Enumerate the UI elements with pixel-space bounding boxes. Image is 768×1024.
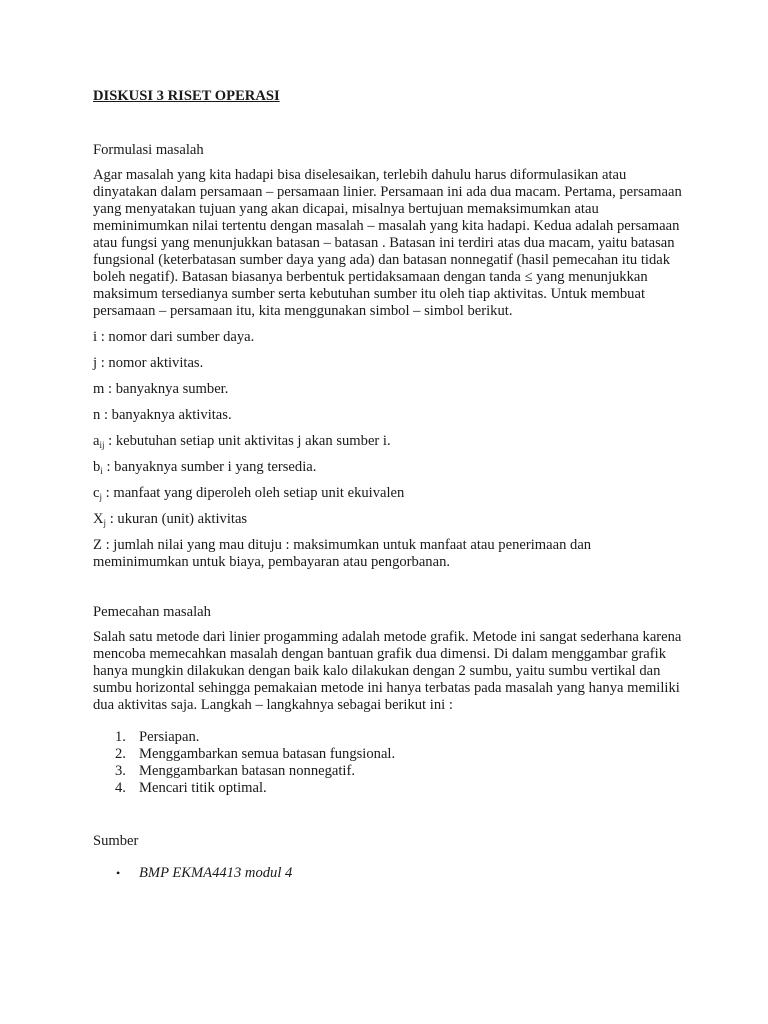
definition-text: : banyaknya sumber i yang tersedia. — [102, 459, 317, 475]
section-heading-sumber: Sumber — [93, 833, 139, 849]
paragraph-pemecahan: Salah satu metode dari linier progamming adalah metode grafik. Metode ini sangat sederhana karena mencoba memecahkan masalah dengan bantuan grafik dua dimensi. Di dalam menggambar grafik hanya mungkin dilakukan dengan baik kalo dilakukan dengan 2 sumbu, yaitu sumbu vertikal dan sumbu horizontal sehingga pemakaian metode ini hanya terbatas pada masalah yang hanya memiliki dua aktivitas saja. Langkah – langkahnya sebagai berikut ini : — [93, 629, 682, 713]
step-number: 4. — [115, 780, 126, 796]
definition-text: : jumlah nilai yang mau dituju : maksimumkan untuk manfaat atau penerimaan dan meminimumkan untuk biaya, pembayaran atau pengorbanan. — [93, 537, 592, 570]
bullet-icon: • — [116, 866, 121, 880]
definition-symbol: c — [93, 485, 100, 501]
source-text: BMP EKMA4413 modul 4 — [139, 865, 293, 881]
step-item — [93, 780, 683, 797]
definition-text: : nomor dari sumber daya. — [97, 329, 255, 345]
definition-text: : manfaat yang diperoleh oleh setiap unit ekuivalen — [102, 485, 405, 501]
source-item — [93, 865, 683, 882]
definition-text: : banyaknya sumber. — [104, 381, 229, 397]
step-number: 3. — [115, 763, 126, 779]
document-title: DISKUSI 3 RISET OPERASI — [93, 88, 280, 104]
definitions-list — [93, 329, 683, 571]
definition-symbol: a — [93, 433, 100, 449]
definition-text: : nomor aktivitas. — [97, 355, 204, 371]
definition-symbol: b — [93, 459, 101, 475]
definition-item — [93, 511, 683, 528]
definition-symbol: j — [93, 355, 98, 371]
step-text: Persiapan. — [139, 729, 200, 745]
definition-subscript: ij — [99, 440, 105, 450]
sources-list — [93, 865, 683, 882]
definition-item — [93, 433, 683, 450]
section-heading-formulasi: Formulasi masalah — [93, 142, 204, 158]
definition-symbol: i — [93, 329, 98, 345]
definition-item — [93, 355, 683, 372]
definition-symbol: m — [93, 381, 105, 397]
definition-text: : ukuran (unit) aktivitas — [106, 511, 248, 527]
step-text: Menggambarkan semua batasan fungsional. — [139, 746, 396, 762]
definition-subscript: j — [103, 518, 107, 528]
definition-subscript: i — [100, 466, 103, 476]
document-page — [93, 88, 683, 882]
step-text: Mencari titik optimal. — [139, 780, 267, 796]
definition-subscript: j — [99, 492, 102, 502]
definition-symbol: n — [93, 407, 101, 423]
step-text: Menggambarkan batasan nonnegatif. — [139, 763, 355, 779]
definition-text: : kebutuhan setiap unit aktivitas j akan sumber i. — [104, 433, 391, 449]
step-item — [93, 729, 683, 746]
paragraph-formulasi: Agar masalah yang kita hadapi bisa diselesaikan, terlebih dahulu harus diformulasikan atau dinyatakan dalam persamaan – persamaan linier. Persamaan ini ada dua macam. Pertama, persamaan yang menyatakan tujuan yang akan dicapai, misalnya bertujuan memaksimumkan atau meminimumkan nilai tertentu dengan masalah – masalah yang kita hadapi. Kedua adalah persamaan atau fungsi yang menunjukkan batasan – batasan . Batasan ini terdiri atas dua macam, yaitu batasan fungsional (keterbatasan sumber daya yang ada) dan batasan nonnegatif (hasil pemecahan itu tidak boleh negatif). Batasan biasanya berbentuk pertidaksamaan dengan tanda ≤ yang menunjukkan maksimum tersedianya sumber serta kebutuhan sumber itu oleh tiap aktivitas. Untuk membuat persamaan – persamaan itu, kita menggunakan simbol – simbol berikut. — [93, 167, 682, 319]
step-number: 2. — [115, 746, 126, 762]
definition-item — [93, 459, 683, 476]
definition-text: : banyaknya aktivitas. — [100, 407, 232, 423]
step-number: 1. — [115, 729, 126, 745]
step-item — [93, 746, 683, 763]
definition-item — [93, 329, 683, 346]
step-item — [93, 763, 683, 780]
definition-item — [93, 381, 683, 398]
definition-symbol: X — [93, 511, 104, 527]
definition-item — [93, 407, 683, 424]
definition-symbol: Z — [93, 537, 102, 553]
definition-item — [93, 485, 683, 502]
steps-list — [93, 729, 683, 797]
definition-item — [93, 537, 683, 571]
section-heading-pemecahan: Pemecahan masalah — [93, 604, 211, 620]
